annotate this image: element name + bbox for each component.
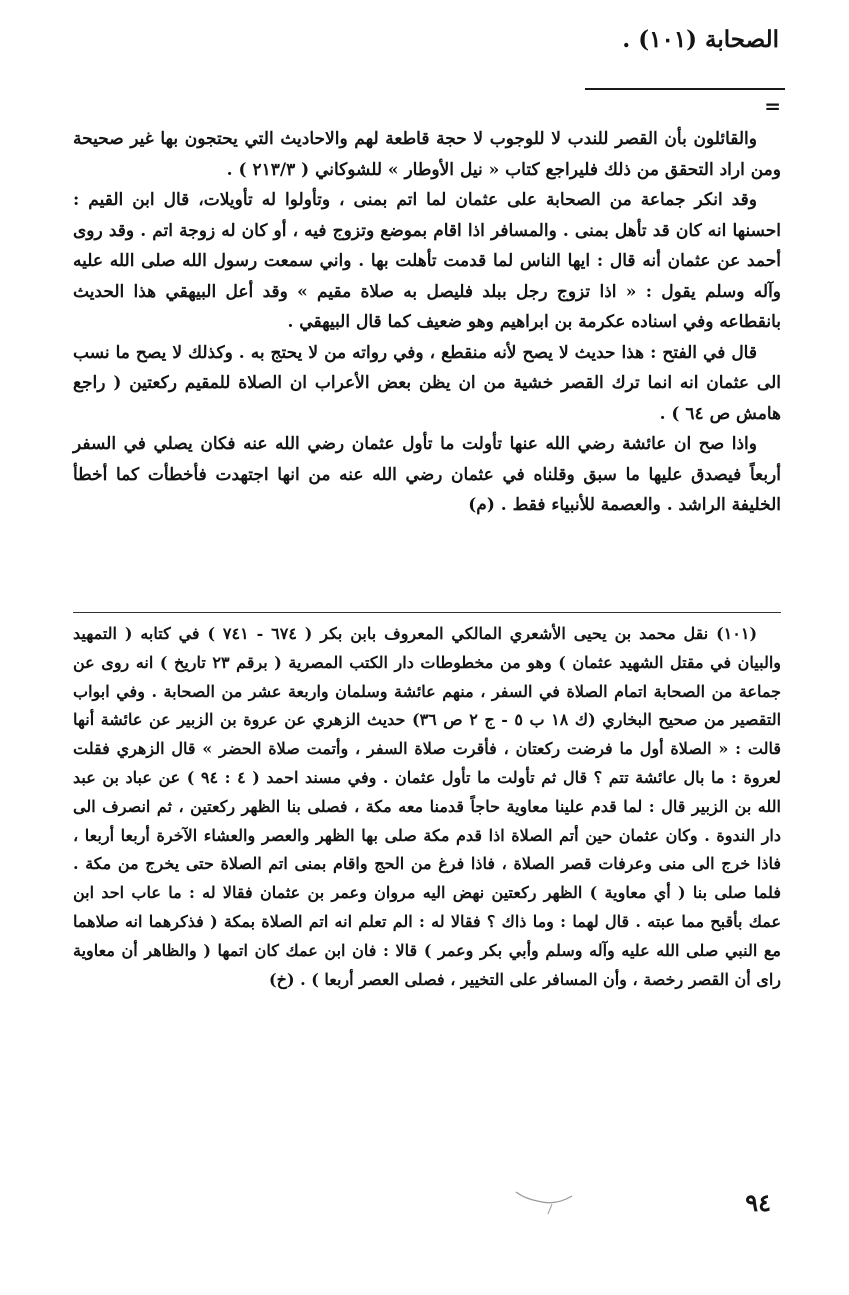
running-header: الصحابة (١٠١) . [622, 26, 779, 53]
body-paragraph: وقد انكر جماعة من الصحابة على عثمان لما اتم بمنى ، وتأولوا له تأويلات، قال ابن القيم : احسنها انه كان قد تأهل بمنى . والمسافر اذا اقام بموضع وتزوج فيه ، أو كان له زوجة اتم . وقد روى أحمد عن عثمان أنه قال : ايها الناس لما قدمت تأهلت بها . واني سمعت رسول الله صلى الله عليه وآله وسلم يقول : « اذا تزوج رجل ببلد فليصل به صلاة مقيم » وقد أعل البيهقي هذا الحديث بانقطاعه وفي اسناده عكرمة بن ابراهيم وهو ضعيف كما قال البيهقي . [73, 190, 781, 332]
body-paragraph: قال في الفتح : هذا حديث لا يصح لأنه منقطع ، وفي رواته من لا يحتج به . وكذلك لا يصح ما نسب الى عثمان انه انما ترك القصر خشية من ان يظن بعض الأعراب ان الصلاة للمقيم ركعتين ( راجع هامش ص ٦٤ ) . [73, 342, 781, 424]
footnote-block [73, 620, 781, 994]
footnote-separator [73, 612, 781, 613]
body-paragraph: واذا صح ان عائشة رضي الله عنها تأولت ما تأول عثمان رضي الله عنه فكان يصلي في السفر أربعاً فيصدق عليها ما سبق وقلناه في عثمان رضي الله عنه من انها اجتهدت فأخطأت كما أخطأ الخليفة الراشد . والعصمة للأنبياء فقط . (م) [73, 434, 781, 515]
pencil-scribble-mark [512, 1186, 576, 1216]
header-rule [585, 88, 785, 90]
main-text [73, 124, 781, 521]
continuation-mark: = [764, 94, 781, 118]
body-paragraph: والقائلون بأن القصر للندب لا للوجوب لا حجة قاطعة لهم والاحاديث التي يحتجون بها غير صحيحة ومن اراد التحقق من ذلك فليراجع كتاب « نيل الأوطار » للشوكاني ( ٢١٣/٣ ) . [73, 129, 781, 180]
page-number: ٩٤ [745, 1188, 771, 1217]
footnote-paragraph: (١٠١) نقل محمد بن يحيى الأشعري المالكي المعروف بابن بكر ( ٦٧٤ - ٧٤١ ) في كتابه ( التمهيد والبيان في مقتل الشهيد عثمان ) وهو من مخطوطات دار الكتب المصرية ( برقم ٢٣ تاريخ ) انه روى عن جماعة من الصحابة اتمام الصلاة في السفر ، منهم عائشة وسلمان واربعة عشر من الصحابة . وفي ابواب التقصير من صحيح البخاري (ك ١٨ ب ٥ - ج ٢ ص ٣٦) حديث الزهري عن عروة بن الزبير عن عائشة أنها قالت : « الصلاة أول ما فرضت ركعتان ، فأقرت صلاة السفر ، وأتمت صلاة الحضر » قال الزهري فقلت لعروة : ما بال عائشة تتم ؟ قال ثم تأولت ما تأول عثمان . وفي مسند احمد ( ٤ : ٩٤ ) عن عباد بن عبد الله بن الزبير قال : لما قدم علينا معاوية حاجاً قدمنا معه مكة ، فصلى بنا الظهر ركعتين ، ثم انصرف الى دار الندوة . وكان عثمان حين أتم الصلاة اذا قدم مكة صلى بها الظهر والعصر والعشاء الآخرة أربعا أربعا ، فاذا خرج الى منى وعرفات قصر الصلاة ، فاذا فرغ من الحج واقام بمنى اتم الصلاة حتى يخرج من مكة . فلما صلى بنا ( أي معاوية ) الظهر ركعتين نهض اليه مروان وعمر بن عثمان فقالا له : ما عاب احد ابن عمك بأقبح مما عبته . قال لهما : وما ذاك ؟ فقالا له : الم تعلم انه اتم الصلاة بمكة ( فذكرهما انه صلاهما مع النبي صلى الله عليه وآله وسلم وأبي بكر وعمر ) قالا : فان ابن عمك كان اتمها ( والظاهر أن معاوية راى أن القصر رخصة ، وأن المسافر على التخيير ، فصلى العصر أربعا ) . (خ) [73, 624, 782, 989]
